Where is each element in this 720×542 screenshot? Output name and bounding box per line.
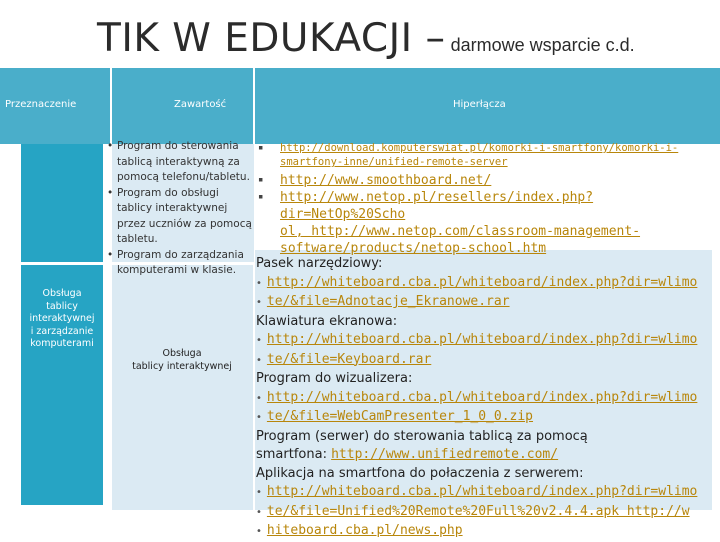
content-item: • Program do obsługi tablicy interaktywnej przez uczniów za pomocą tabletu.	[117, 186, 266, 248]
header-cell-przeznaczenie	[0, 68, 110, 144]
bullet-icon: ▪	[258, 143, 264, 153]
section-heading-with-link: smartfona: http://www.unifiedremote.com/	[256, 447, 559, 462]
bullet-icon: •	[256, 354, 262, 366]
row-label-line: interaktywnej	[29, 313, 95, 324]
bullet-icon: •	[256, 297, 262, 308]
bullet-icon: •	[256, 277, 262, 289]
row-label-line: Obsługa	[42, 288, 82, 299]
link-netop[interactable]: ▪ http://www.netop.pl/resellers/index.php?dir=NetOp%20Scho ol, http://www.netop.com/classroom-management- software/products/netop-school.htm	[258, 190, 641, 256]
row-label-cell-top	[21, 144, 103, 262]
section-heading: Aplikacja na smartfona do połaczenia z serwerem:	[256, 465, 584, 481]
bullet-icon: •	[256, 506, 262, 518]
bullet-icon: •	[256, 412, 262, 423]
section-heading: Program do wizualizera:	[256, 371, 413, 386]
bullet-icon: ▪	[258, 175, 264, 185]
bottom-links	[256, 255, 706, 542]
top-links	[258, 141, 708, 257]
bullet-icon: •	[256, 335, 262, 346]
section-heading: Pasek narzędziowy:	[256, 256, 383, 271]
bullet-icon: •	[256, 487, 262, 498]
section-heading: Program (serwer) do sterowania tablicą za pomocą	[256, 428, 588, 444]
title-subtitle: darmowe wsparcie c.d.	[450, 35, 635, 55]
link-line[interactable]: • te/&file=Unified%20Remote%20Full%20v2.4.4.apk http://w	[256, 503, 690, 519]
link-komputerswiat[interactable]: ▪ http://download.komputerswiat.pl/komorki-i-smartfony/komorki-i- smartfony-inne/unified-remote-server	[258, 142, 679, 168]
link-line[interactable]: • http://whiteboard.cba.pl/whiteboard/index.php?dir=wlimo	[256, 389, 698, 405]
middle-label: Obsługa tablicy interaktywnej	[132, 348, 232, 372]
link-unifiedremote[interactable]: http://www.unifiedremote.com/	[331, 447, 559, 462]
link-line[interactable]: • te/&file=WebCamPresenter_1_0_0.zip	[256, 409, 534, 424]
content-item: • Program do zarządzania komputerami w klasie.	[117, 248, 266, 279]
header-cell-zawartosc	[112, 68, 253, 144]
link-line[interactable]: • te/&file=Adnotacje_Ekranowe.rar	[256, 294, 510, 309]
link-line[interactable]: • http://whiteboard.cba.pl/whiteboard/index.php?dir=wlimo	[256, 484, 698, 499]
row-label-cell	[21, 265, 103, 505]
link-line[interactable]: • hiteboard.cba.pl/news.php	[256, 523, 463, 538]
content-item: • Program do sterowania tablicą interaktywną za pomocą telefonu/tabletu.	[117, 139, 266, 186]
link-line[interactable]: • http://whiteboard.cba.pl/whiteboard/index.php?dir=wlimo	[256, 332, 698, 347]
header-zawartosc: Zawartość	[174, 99, 227, 110]
link-smoothboard[interactable]: ▪ http://www.smoothboard.net/	[258, 173, 492, 188]
row-label-line: komputerami	[30, 338, 94, 349]
slide-title	[97, 16, 635, 61]
row-label-line: i zarządzanie	[30, 325, 94, 337]
content-list	[106, 139, 266, 279]
header-hiperlacza: Hiperłącza	[453, 99, 506, 110]
header-cell-hiperlacza	[255, 68, 720, 144]
bullet-icon: ▪	[258, 192, 264, 202]
title-main: TIK W EDUKACJI –	[97, 16, 446, 61]
bullet-icon: •	[256, 392, 262, 404]
row-label-line: tablicy	[46, 300, 78, 312]
section-heading: Klawiatura ekranowa:	[256, 313, 398, 329]
link-line[interactable]: • http://whiteboard.cba.pl/whiteboard/index.php?dir=wlimo	[256, 274, 698, 290]
link-line[interactable]: • te/&file=Keyboard.rar	[256, 351, 432, 367]
content-cell-bottom	[112, 265, 253, 510]
bullet-icon: •	[256, 526, 262, 537]
header-przeznaczenie: Przeznaczenie	[5, 99, 77, 110]
